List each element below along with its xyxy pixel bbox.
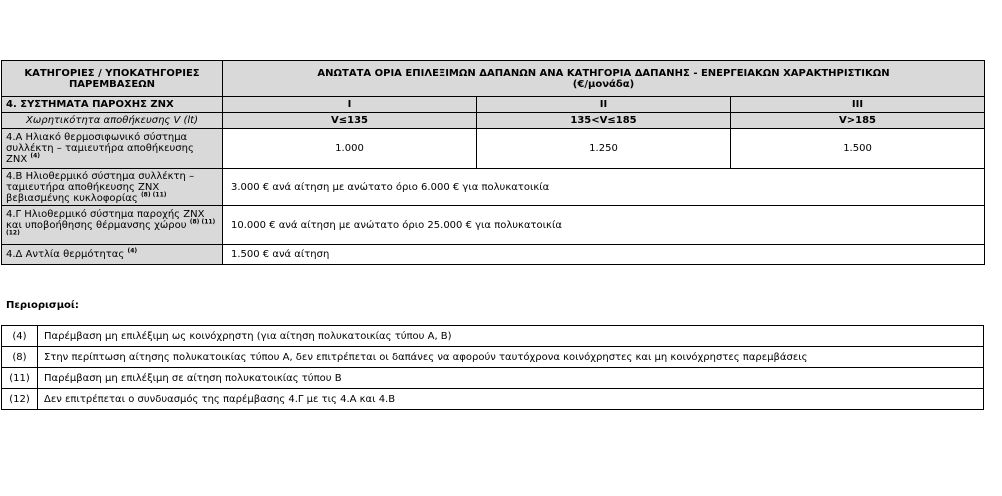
table-row — [2, 129, 985, 169]
row-4b-label: 4.Β Ηλιοθερμικό σύστημα συλλέκτη – ταμιευτήρα αποθήκευσης ΖΝΧ βεβιασμένης κυκλοφορίας $^{(8) (11)}$ — [2, 169, 223, 206]
capacity-row — [2, 113, 985, 129]
row-4a-value-3: 1.500 — [731, 129, 985, 169]
capacity-range-1: V≤135 — [223, 113, 477, 129]
restriction-text: Στην περίπτωση αίτησης πολυκατοικίας τύπου Α, δεν επιτρέπεται οι δαπάνες να αφορούν ταυτόχρονα κοινόχρηστες και μη κοινόχρηστες παρεμβάσεις — [38, 347, 984, 368]
restriction-code: (8) — [2, 347, 38, 368]
row-4a-value-1: 1.000 — [223, 129, 477, 169]
table-row — [2, 245, 985, 265]
header-limits-title: ΑΝΩΤΑΤΑ ΟΡΙΑ ΕΠΙΛΕΞΙΜΩΝ ΔΑΠΑΝΩΝ ΑΝΑ ΚΑΤΗΓΟΡΙΑ ΔΑΠΑΝΗΣ - ΕΝΕΡΓΕΙΑΚΩΝ ΧΑΡΑΚΤΗΡΙΣΤΙΚΩΝ — [317, 67, 890, 79]
class-i: I — [223, 97, 477, 113]
capacity-range-3: V>185 — [731, 113, 985, 129]
row-4c-label: 4.Γ Ηλιοθερμικό σύστημα παροχής ΖΝΧ και υποβοήθησης θέρμανσης χώρου $^{(8) (11) (12)}$ — [2, 206, 223, 245]
restriction-text: Δεν επιτρέπεται ο συνδυασμός της παρέμβασης 4.Γ με τις 4.Α και 4.Β — [38, 389, 984, 410]
section-title: 4. ΣΥΣΤΗΜΑΤΑ ΠΑΡΟΧΗΣ ΖΝΧ — [2, 97, 223, 113]
row-4a-label: 4.Α Ηλιακό θερμοσιφωνικό σύστημα συλλέκτη – ταμιευτήρα αποθήκευσης ΖΝΧ $^{(4)}$ — [2, 129, 223, 169]
footnote-ref: (8) (11) — [140, 191, 167, 199]
header-categories: ΚΑΤΗΓΟΡΙΕΣ / ΥΠΟΚΑΤΗΓΟΡΙΕΣ ΠΑΡΕΜΒΑΣΕΩΝ — [2, 61, 223, 97]
expenditure-limits-table — [1, 60, 985, 265]
capacity-label: Χωρητικότητα αποθήκευσης V (lt) — [2, 113, 223, 129]
table-row — [2, 347, 984, 368]
table-row — [2, 389, 984, 410]
row-4a-value-2: 1.250 — [477, 129, 731, 169]
restriction-code: (12) — [2, 389, 38, 410]
footnote-ref: (4) — [127, 247, 138, 255]
table-row — [2, 169, 985, 206]
row-4c-value: 10.000 € ανά αίτηση με ανώτατο όριο 25.000 € για πολυκατοικία — [223, 206, 985, 245]
table-header-row — [2, 61, 985, 97]
row-4d-label: 4.Δ Αντλία θερμότητας $^{(4)}$ — [2, 245, 223, 265]
footnote-ref: (8) (11) (12) — [6, 218, 216, 237]
class-iii: III — [731, 97, 985, 113]
restriction-code: (11) — [2, 368, 38, 389]
row-4d-value: 1.500 € ανά αίτηση — [223, 245, 985, 265]
section-row — [2, 97, 985, 113]
table-row — [2, 206, 985, 245]
row-4b-value: 3.000 € ανά αίτηση με ανώτατο όριο 6.000 € για πολυκατοικία — [223, 169, 985, 206]
header-limits-unit: (€/μονάδα) — [572, 78, 635, 90]
table-row — [2, 368, 984, 389]
capacity-range-2: 135<V≤185 — [477, 113, 731, 129]
table-row — [2, 326, 984, 347]
footnote-ref: (4) — [30, 152, 41, 160]
restriction-text: Παρέμβαση μη επιλέξιμη σε αίτηση πολυκατοικίας τύπου Β — [38, 368, 984, 389]
class-ii: II — [477, 97, 731, 113]
header-limits — [223, 61, 985, 97]
restriction-code: (4) — [2, 326, 38, 347]
restriction-text: Παρέμβαση μη επιλέξιμη ως κοινόχρηστη (για αίτηση πολυκατοικίας τύπου Α, Β) — [38, 326, 984, 347]
restrictions-table — [1, 325, 984, 410]
restrictions-title: Περιορισμοί: — [6, 300, 79, 311]
